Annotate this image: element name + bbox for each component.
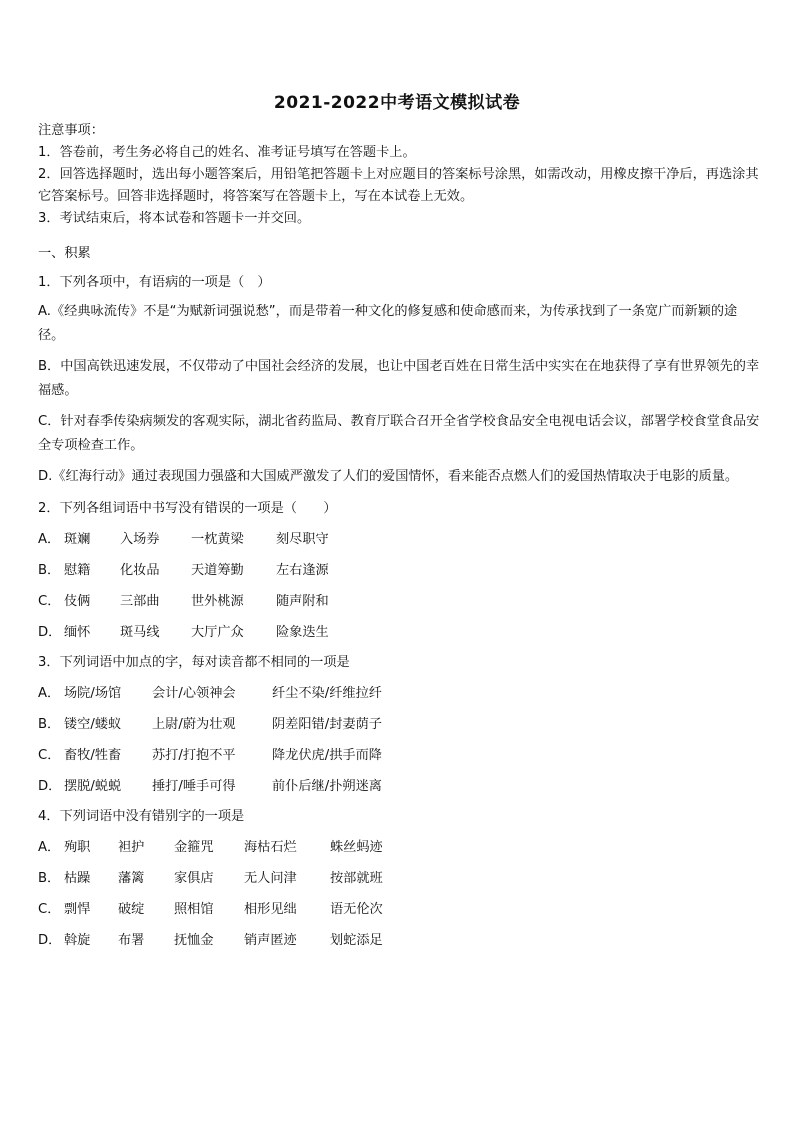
option-word: 化妆品: [120, 563, 160, 578]
option-word: 剽悍: [64, 902, 91, 917]
option-word: 海枯石烂: [244, 840, 297, 855]
question-3: [38, 649, 762, 803]
option-letter: C．: [38, 902, 61, 917]
option-row: [38, 679, 762, 710]
option-word: 刻尽职守: [276, 532, 329, 547]
option-letter: D．: [38, 625, 62, 640]
question-option: C．针对春季传染病频发的客观实际，湖北省药监局、教育厅联合召开全省学校食品安全电视电话会议，部署学校食堂食品安全专项检查工作。: [38, 414, 760, 453]
question-2: [38, 495, 762, 649]
option-word: 纤尘不染/纤维拉纤: [272, 686, 382, 701]
section-title: 一、积累: [38, 246, 91, 261]
option-letter: B．: [38, 563, 61, 578]
option-word: 场院/场馆: [64, 686, 122, 701]
option-word: 三部曲: [120, 594, 160, 609]
option-word: 缅怀: [64, 625, 91, 640]
option-word: 斑斓: [64, 532, 91, 547]
option-row: [38, 864, 762, 895]
option-word: 销声匿迹: [244, 933, 297, 948]
option-letter: D．: [38, 779, 62, 794]
option-row: [38, 895, 762, 926]
option-word: 苏打/打抱不平: [152, 748, 236, 763]
option-row: [38, 772, 762, 803]
option-word: 阴差阳错/封妻荫子: [272, 717, 382, 732]
option-word: 破绽: [118, 902, 145, 917]
option-word: 入场券: [120, 532, 160, 547]
notice-item: 3．考试结束后，将本试卷和答题卡一并交回。: [38, 211, 311, 226]
option-word: 镂空/蝼蚁: [64, 717, 122, 732]
option-word: 捶打/唾手可得: [152, 779, 236, 794]
option-word: 慰籍: [64, 563, 91, 578]
option-word: 划蛇添足: [330, 933, 383, 948]
question-option: D.《红海行动》通过表现国力强盛和大国威严激发了人们的爱国情怀，看来能否点燃人们的爱国热情取决于电影的质量。: [38, 469, 739, 484]
option-word: 一枕黄梁: [191, 532, 244, 547]
option-row: [38, 741, 762, 772]
option-row: [38, 926, 762, 957]
option-word: 会计/心领神会: [152, 686, 236, 701]
option-word: 金箍咒: [174, 840, 214, 855]
option-word: 左右逢源: [276, 563, 329, 578]
option-word: 按部就班: [330, 871, 383, 886]
question-stem: 4．下列词语中没有错别字的一项是: [38, 809, 245, 824]
option-word: 抚恤金: [174, 933, 214, 948]
option-word: 斡旋: [64, 933, 91, 948]
notice-heading: 注意事项：: [38, 123, 104, 138]
option-row: [38, 833, 762, 864]
option-word: 袒护: [118, 840, 145, 855]
question-1: [38, 269, 762, 495]
notice-item: 2．回答选择题时，选出每小题答案后，用铅笔把答题卡上对应题目的答案标号涂黑，如需改动，用橡皮擦干净后，再选涂其它答案标号。回答非选择题时，将答案写在答题卡上，写在本试卷上无效。: [38, 167, 759, 204]
option-row: [38, 525, 762, 556]
option-word: 随声附和: [276, 594, 329, 609]
option-letter: A．: [38, 840, 61, 855]
question-option: A.《经典咏流传》不是“为赋新词强说愁”，而是带着一种文化的修复感和使命感而来，为传承找到了一条宽广而新颖的途径。: [38, 304, 738, 343]
option-word: 斑马线: [120, 625, 160, 640]
notice-block: [38, 120, 762, 230]
option-word: 摆脱/蜕蜕: [64, 779, 122, 794]
option-letter: C．: [38, 748, 61, 763]
notice-item: 1．答卷前，考生务必将自己的姓名、准考证号填写在答题卡上。: [38, 145, 416, 160]
option-letter: C．: [38, 594, 61, 609]
option-word: 降龙伏虎/拱手而降: [272, 748, 382, 763]
option-letter: B．: [38, 871, 61, 886]
option-word: 藩篱: [118, 871, 145, 886]
option-letter: D．: [38, 933, 62, 948]
option-letter: B．: [38, 717, 61, 732]
option-word: 险象迭生: [276, 625, 329, 640]
question-4: [38, 803, 762, 957]
option-word: 大厅广众: [191, 625, 244, 640]
option-word: 蛛丝蚂迹: [330, 840, 383, 855]
question-stem: 2．下列各组词语中书写没有错误的一项是（ ）: [38, 501, 337, 516]
question-option: B．中国高铁迅速发展，不仅带动了中国社会经济的发展，也让中国老百姓在日常生活中实实在在地获得了享有世界领先的幸福感。: [38, 359, 760, 398]
option-row: [38, 618, 762, 649]
option-word: 殉职: [64, 840, 91, 855]
option-word: 世外桃源: [191, 594, 244, 609]
option-word: 照相馆: [174, 902, 214, 917]
question-stem: 1．下列各项中，有语病的一项是（ ）: [38, 275, 271, 290]
option-word: 布署: [118, 933, 145, 948]
option-word: 前仆后继/扑朔迷离: [272, 779, 382, 794]
option-letter: A．: [38, 686, 61, 701]
exam-title: 2021-2022中考语文模拟试卷: [273, 93, 521, 113]
option-word: 家俱店: [174, 871, 214, 886]
questions: [38, 244, 762, 957]
option-row: [38, 556, 762, 587]
option-word: 天道筹勤: [191, 563, 244, 578]
option-word: 语无伦次: [330, 902, 383, 917]
option-word: 相形见绌: [244, 902, 297, 917]
option-row: [38, 710, 762, 741]
option-word: 畜牧/牲畜: [64, 748, 122, 763]
option-word: 枯躁: [64, 871, 91, 886]
option-word: 上尉/蔚为壮观: [152, 717, 236, 732]
option-word: 无人问津: [244, 871, 297, 886]
option-word: 伎俩: [64, 594, 91, 609]
question-stem: 3．下列词语中加点的字，每对读音都不相同的一项是: [38, 655, 350, 670]
option-letter: A．: [38, 532, 61, 547]
option-row: [38, 587, 762, 618]
